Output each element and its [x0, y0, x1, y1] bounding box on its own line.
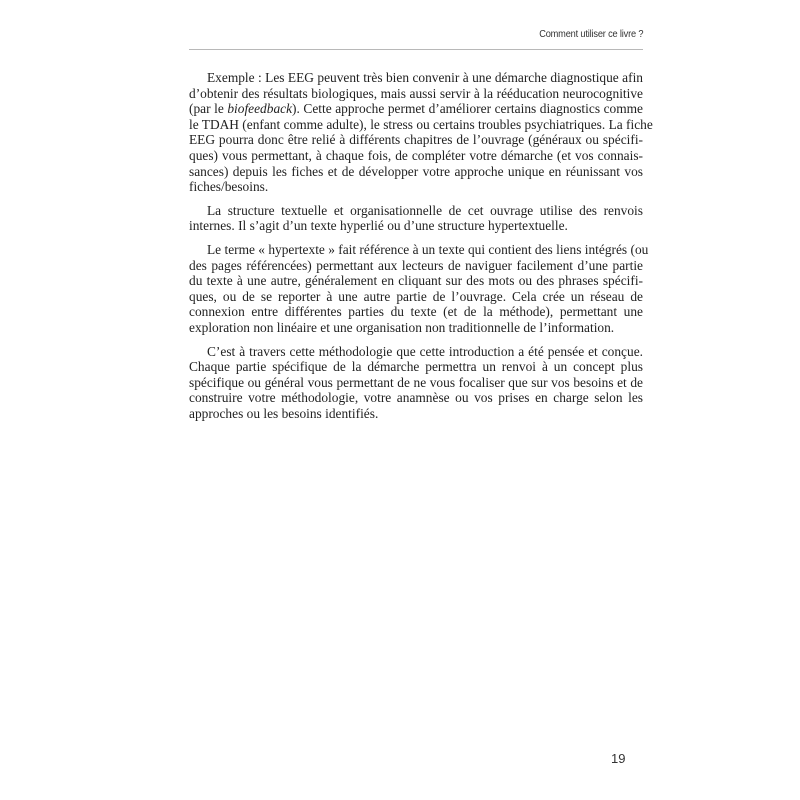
text-line: construire votre méthodologie, votre anamnèse ou vos prises en charge selon les [189, 390, 643, 406]
text-line: connexion entre différentes parties du texte (et de la méthode), permettant une [189, 304, 643, 320]
text-line: La structure textuelle et organisationnelle de cet ouvrage utilise des renvois [207, 202, 643, 218]
text-line: Exemple : Les EEG peuvent très bien convenir à une démarche diagnostique afin [207, 70, 643, 85]
running-header: Comment utiliser ce livre ? [538, 28, 643, 40]
text-line: d’obtenir des résultats biologiques, mais aussi servir à la rééducation neurocognitive [189, 85, 643, 101]
body-text [189, 70, 653, 429]
italic-term: biofeedback [227, 101, 293, 117]
text-line: fiches/besoins. [189, 179, 269, 195]
text-fragment: (par le [189, 101, 228, 117]
paragraph-structure [189, 203, 643, 234]
page-number: 19 [611, 751, 626, 766]
text-line: ques) vous permettant, à chaque fois, de compléter votre démarche (et vos connais- [189, 147, 643, 163]
text-line: des pages référencées) permettant aux lecteurs de naviguer facilement d’une partie [189, 257, 643, 273]
text-line: sances) depuis les fiches et de développer votre approche unique en réunissant vos [189, 163, 643, 179]
text-line: Le terme « hypertexte » fait référence à un texte qui contient des liens intégrés (ou [207, 241, 649, 257]
paragraph-eeg-example [189, 70, 653, 195]
text-line: EEG pourra donc être relié à différents chapitres de l’ouvrage (généraux ou spécifi- [189, 132, 643, 148]
paragraph-methodology [189, 344, 643, 422]
text-line: C’est à travers cette méthodologie que cette introduction a été pensée et conçue. [207, 343, 643, 359]
text-line: le TDAH (enfant comme adulte), le stress ou certains troubles psychiatriques. La fiche [189, 116, 653, 132]
text-line: Chaque partie spécifique de la démarche permettra un renvoi à un concept plus [189, 359, 643, 375]
paragraph-hypertext [189, 241, 649, 336]
text-line: ques, ou de se reporter à une autre partie de l’ouvrage. Cela crée un réseau de [189, 288, 643, 304]
text-line: approches ou les besoins identifiés. [189, 405, 379, 421]
text-line: du texte à une autre, généralement en cliquant sur des mots ou des phrases spécifi- [189, 273, 643, 289]
text-line [189, 101, 643, 117]
header-rule [189, 49, 643, 50]
text-line: internes. Il s’agit d’un texte hyperlié ou d’une structure hypertextuelle. [189, 218, 568, 234]
text-fragment: ). Cette approche permet d’améliorer certains diagnostics comme [292, 101, 643, 117]
text-line: spécifique ou général vous permettant de ne vous focaliser que sur vos besoins et de [189, 374, 643, 390]
text-line: exploration non linéaire et une organisation non traditionnelle de l’information. [189, 319, 615, 335]
